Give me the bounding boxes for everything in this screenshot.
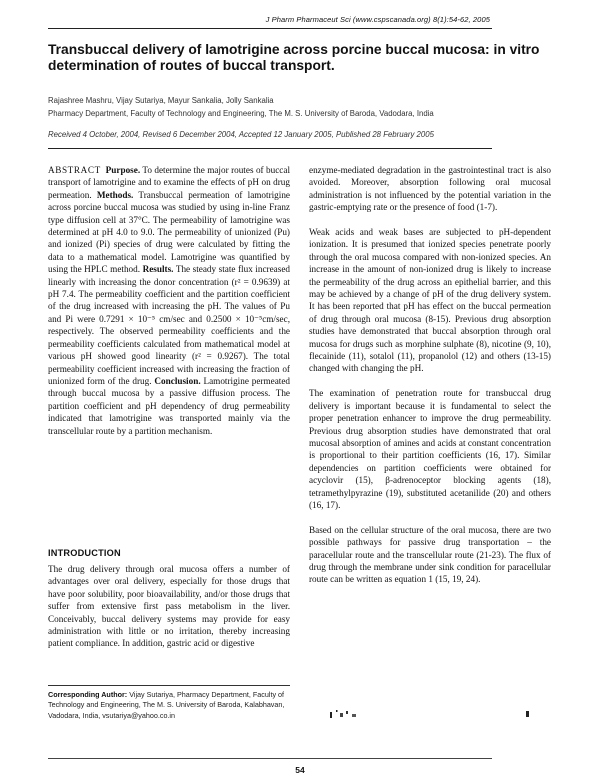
article-title: Transbuccal delivery of lamotrigine across porcine buccal mucosa: in vitro determination of routes of buccal transport.	[48, 42, 540, 73]
intro-para-1: The drug delivery through oral mucosa offers a number of advantages over oral delivery, especially for those drugs that have poor solubility, poor bioavailability, and/or those drugs that suffer from extensive first pass metabolism in the liver. Conceivably, buccal delivery systems may provide for easy administration with little or no irritation, thereby increasing patient compliance. In addition, gastric acid or digestive	[48, 564, 290, 649]
purpose-text: To determine the major routes of buccal transport of lamotrigine and to examine the effects of pH on drug permeation.	[48, 165, 291, 200]
journal-citation-header: J Pharm Pharmaceut Sci (www.cspscanada.org) 8(1):54-62, 2005	[265, 15, 490, 24]
introduction-heading: INTRODUCTION	[48, 548, 121, 558]
methods-label: Methods.	[96, 189, 134, 200]
author-list: Rajashree Mashru, Vijay Sutariya, Mayur Sankalia, Jolly Sankalia	[48, 96, 274, 105]
footer-rule	[48, 758, 492, 759]
right-para-3: The examination of penetration route for transbuccal drug delivery is important because it is fundamental to select the proper penetration enhancer to improve the drug permeability. Previous drug absorption studies have demonstrated that oral mucosal absorption of amines and acids at constant concentration is proportional to their partition coefficients (16, 17). Similar dependencies on partition coefficients were obtained for acyclovir (15), β-adrenoceptor blocking agents (18), tetramethylpyrazine (19), substituted acetanilide (20) and others (16, 17).	[309, 388, 551, 510]
conclusion-label: Conclusion.	[154, 375, 201, 386]
footnote-rule	[48, 685, 290, 686]
right-para-2: Weak acids and weak bases are subjected to pH-dependent ionization. It is presumed that ionized species penetrate poorly through the oral mucosa compared with non-ionized species. An increase in the amount of non-ionized drug is likely to increase the permeability of the drug across an epithelial barrier, and this may be achieved by a change of pH of the drug delivery system. It has been reported that pH has effect on the buccal permeation of drug through oral mucosa (8-15). Previous drug absorption studies have demonstrated that buccal absorption through oral mucosa for drugs such as morphine sulphate (8), nicotine (9, 10), flecainide (11), sotalol (11), propanolol (12) and others (13-15) changed with changing the pH.	[309, 227, 551, 374]
equation-fragment-image	[326, 707, 536, 721]
abstract-block	[48, 164, 290, 437]
header-rule	[48, 28, 492, 29]
results-text: The steady state flux increased linearly with increasing the donor concentration (r² = 0.9639) at pH 7.4. The permeability coefficient and the partition coefficient of the drug increased with increasing the pH. The values of Pu and Pi were 0.7291 × 10⁻⁵ cm/sec and 0.2500 × 10⁻⁵cm/sec, respectively. The observed permeability coefficients and the permeability coefficients calculated from mathematical model at various pH showed good linearity (r² = 0.9267). The total permeability coefficient increased with increasing the fraction of unionized form of the drug.	[48, 264, 290, 386]
introduction-paragraph	[48, 563, 290, 650]
methods-text: Transbuccal permeation of lamotrigine across porcine buccal mucosa was studied by using in-line Franz type diffusion cell at 37°C. The permeability of lamotrigine was determined at pH 4.0 to 9.0. The permeability of unionized (Pu) and ionized (Pi) species of drug were calculated by fitting the data to a mathematical model. Lamotrigine was quantified by using the HPLC method.	[48, 189, 290, 275]
dates-rule	[48, 148, 492, 149]
affiliation: Pharmacy Department, Faculty of Technology and Engineering, The M. S. University of Baroda, Vadodara, India	[48, 109, 434, 118]
abstract-heading: ABSTRACT	[48, 165, 101, 175]
purpose-label: Purpose.	[105, 165, 141, 175]
page-number: 54	[295, 765, 305, 775]
received-dates: Received 4 October, 2004, Revised 6 December 2004, Accepted 12 January 2005, Published 28 February 2005	[48, 130, 434, 139]
correspondence-label: Corresponding Author:	[48, 690, 128, 699]
conclusion-text: Lamotrigine permeated through buccal mucosa by a passive diffusion process. The partition coefficient and pH dependency of drug permeability indicated that lamotrigine was transported mainly via the transcellular route by a partition mechanism.	[48, 375, 291, 436]
results-label: Results.	[142, 264, 174, 275]
right-para-1: enzyme-mediated degradation in the gastrointestinal tract is also avoided. Moreover, absorption following oral mucosal administration is not influenced by the potential variation in the gastric-emptying rate or the presence of food (1-7).	[309, 165, 551, 213]
correspondence-text: Vijay Sutariya, Pharmacy Department, Faculty of Technology and Engineering, The M. S. University of Baroda, Kalabhavan, Vadodara, India, vsutariya@yahoo.co.in	[48, 690, 285, 720]
right-para-4: Based on the cellular structure of the oral mucosa, there are two possible pathways for passive drug transportation – the paracellular route and the transcellular route (21-23). The flux of drug through the membrane under sink condition for paracellular route can be written as equation 1 (15, 19, 24).	[309, 524, 551, 585]
correspondence-note	[48, 690, 290, 721]
right-column	[309, 164, 551, 586]
